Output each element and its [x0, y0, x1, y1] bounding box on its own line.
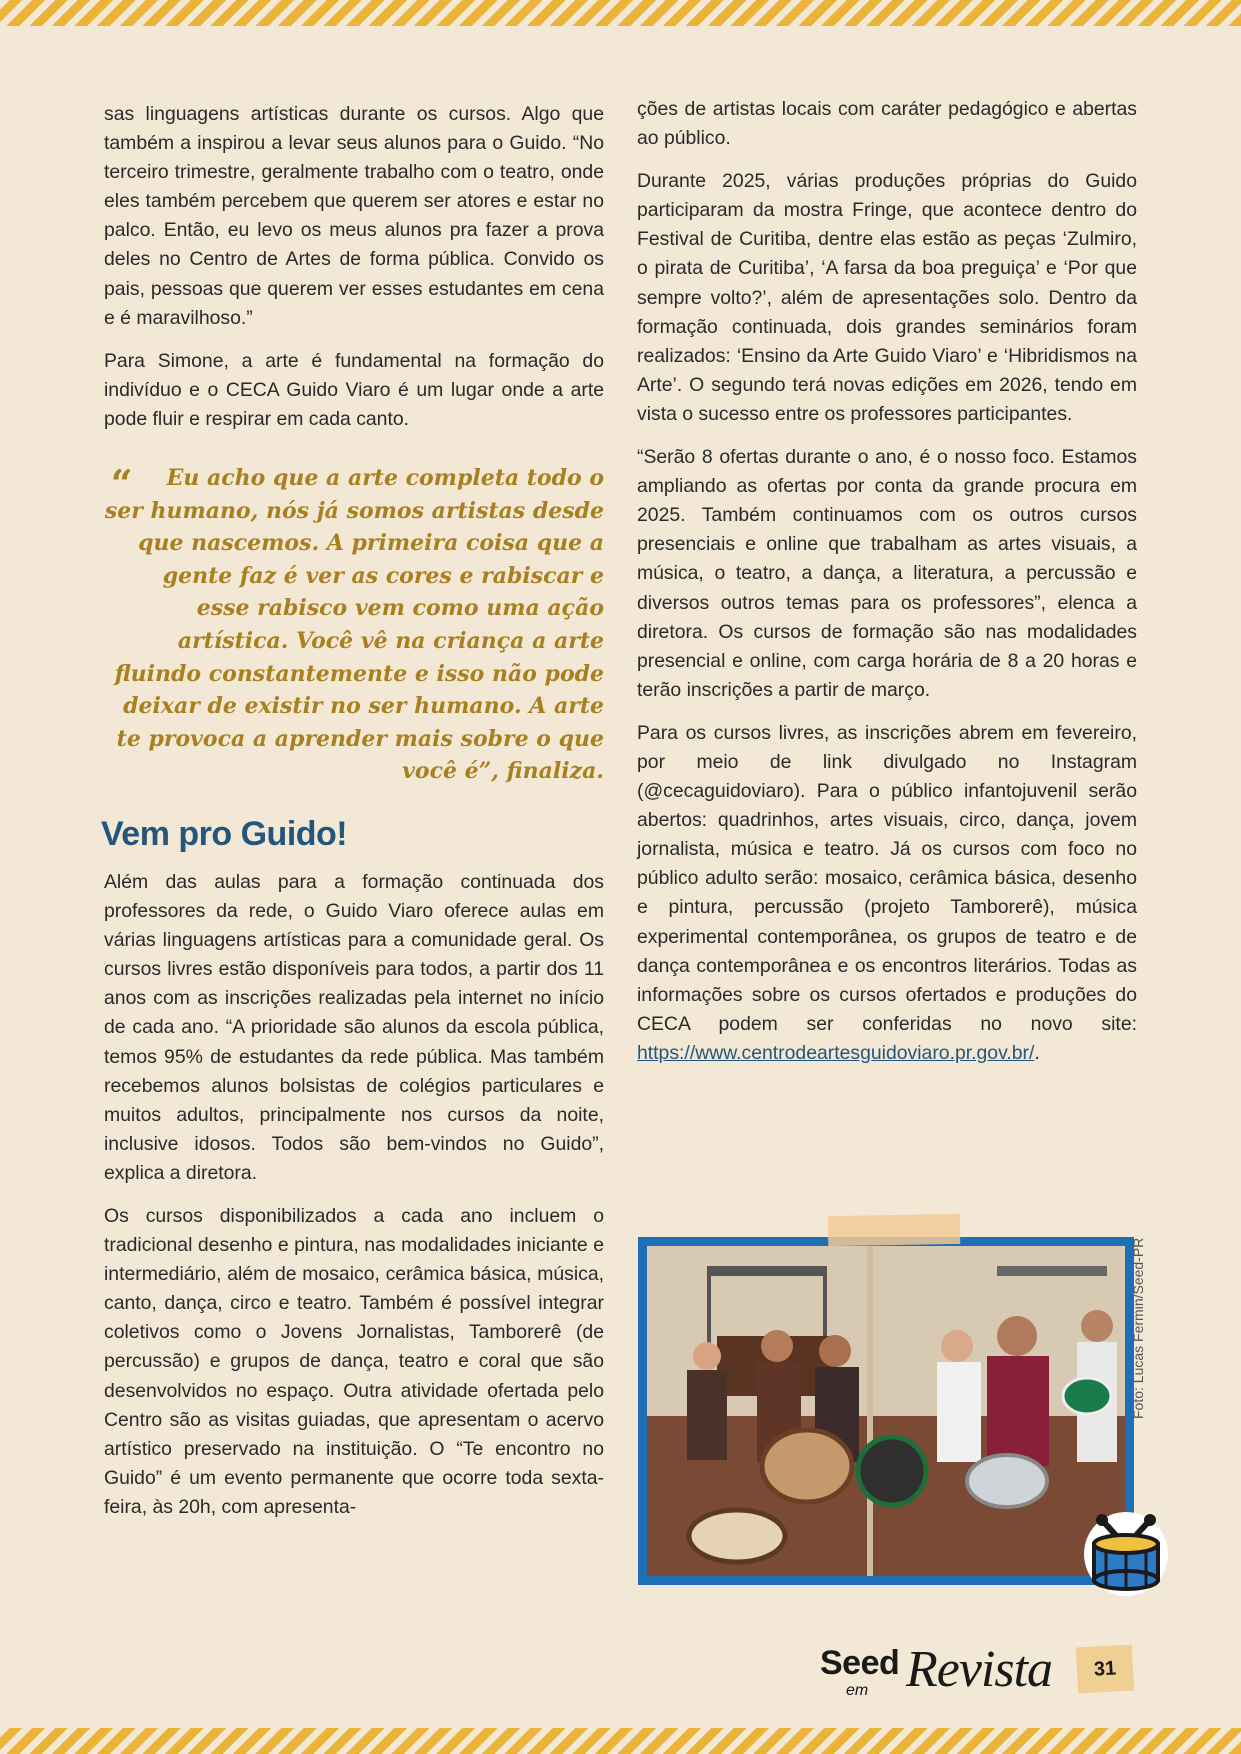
- photo-frame: [638, 1237, 1134, 1585]
- paragraph-text: Para os cursos livres, as inscrições abrem em fevereiro, por meio de link divulgado no Instagram (@cecaguidoviaro). Para o público infantojuvenil serão abertos: quadrinhos, artes visuais, circo, dança, jovem jornalista, música e teatro. Já os cursos com foco no público adulto serão: mosaico, cerâmica básica, desenho e pintura, percussão (projeto Tamborerê), música experimental contemporânea, os grupos de teatro e de dança contemporânea e os encontros literários. Todas as informações sobre os cursos ofertados e produções do CECA podem ser conferidas no novo site:: [637, 721, 1137, 1035]
- paragraph: Os cursos disponibilizados a cada ano incluem o tradicional desenho e pintura, nas modalidades iniciante e intermediário, além de mosaico, cerâmica básica, música, canto, dança, circo e teatro. Também é possível integrar coletivos como o Jovens Jornalistas, Tamborerê (de percussão) e grupos de dança, teatro e coral que são desenvolvidos no espaço. Outra atividade ofertada pelo Centro são as visitas guiadas, que apresentam o acervo artístico preservado na instituição. O “Te encontro no Guido” é um evento permanente que ocorre toda sexta-feira, às 20h, com apresenta-: [104, 1205, 604, 1518]
- link-suffix: .: [1034, 1041, 1040, 1064]
- pull-quote-text: Eu acho que a arte completa todo o ser humano, nós já somos artistas desde que nascemos. A primeira coisa que a gente faz é ver as cores e rabiscar e esse rabisco vem como uma ação artística. Você vê na criança a arte fluindo constantemente e isso não pode deixar de existir no ser humano. A arte te provoca a aprender mais sobre o que você é”, finaliza.: [104, 465, 604, 785]
- left-column: [101, 100, 604, 1536]
- paragraph: [637, 719, 1137, 1068]
- section-title: Vem pro Guido!: [101, 814, 348, 853]
- drum-icon: [1082, 1510, 1170, 1598]
- top-stripe-border: [0, 0, 1241, 26]
- magazine-logo: [820, 1640, 1053, 1700]
- quote-mark-icon: “: [110, 461, 133, 507]
- paragraph: “Serão 8 ofertas durante o ano, é o nosso foco. Estamos ampliando as ofertas por conta da grande procura em 2025. Também continuamos com os outros cursos presenciais e online que trabalham as artes visuais, a música, o teatro, a dança, a literatura, a percussão e diversos outros temas para os professores”, elenca a diretora. Os cursos de formação são nas modalidades presencial e online, com carga horária de 8 a 20 horas e terão inscrições a partir de março.: [637, 446, 1137, 701]
- logo-seed: Seed: [820, 1644, 900, 1682]
- photo-illustration: [647, 1246, 1125, 1576]
- photo-tape: [828, 1214, 961, 1246]
- paragraph: Durante 2025, várias produções próprias do Guido participaram da mostra Fringe, que acontece dentro do Festival de Curitiba, dentre elas estão as peças ‘Zulmiro, o pirata de Curitiba’, ‘A farsa da boa preguiça’ e ‘Por que sempre volto?’, além de apresentações solo. Dentro da formação continuada, dois grandes seminários foram realizados: ‘Ensino da Arte Guido Viaro’ e ‘Hibridismos na Arte’. O segundo terá novas edições em 2026, tendo em vista o sucesso entre os professores participantes.: [637, 170, 1137, 425]
- photo-drum-class: [647, 1246, 1125, 1576]
- pull-quote: [104, 448, 604, 788]
- paragraph: ções de artistas locais com caráter pedagógico e abertas ao público.: [637, 98, 1137, 150]
- page-number: 31: [1076, 1645, 1134, 1694]
- paragraph: Para Simone, a arte é fundamental na formação do indivíduo e o CECA Guido Viaro é um lugar onde a arte pode fluir e respirar em cada canto.: [104, 349, 604, 430]
- right-column: [637, 95, 1137, 1082]
- bottom-stripe-border: [0, 1728, 1241, 1754]
- logo-em: em: [846, 1682, 869, 1699]
- site-link[interactable]: https://www.centrodeartesguidoviaro.pr.gov.br/: [637, 1041, 1035, 1064]
- paragraph: Além das aulas para a formação continuada dos professores da rede, o Guido Viaro oferece aulas em várias linguagens artísticas para a comunidade geral. Os cursos livres estão disponíveis para todos, a partir dos 11 anos com as inscrições realizadas pela internet no início de cada ano. “A prioridade são alunos da escola pública, temos 95% de estudantes da rede pública. Mas também recebemos alunos bolsistas de colégios particulares e muitos adultos, principalmente nos cursos da noite, inclusive idosos. Todos são bem-vindos no Guido”, explica a diretora.: [104, 870, 604, 1184]
- photo-credit: Foto: Lucas Fermin/Seed-PR: [1130, 1238, 1146, 1420]
- logo-revista: Revista: [906, 1641, 1053, 1698]
- photo-container: [638, 1237, 1134, 1585]
- paragraph: sas linguagens artísticas durante os cursos. Algo que também a inspirou a levar seus alunos para o Guido. “No terceiro trimestre, geralmente trabalho com o teatro, onde eles também percebem que querem ser atores e estar no palco. Então, eu levo os meus alunos pra fazer a prova deles no Centro de Artes de forma pública. Convido os pais, pessoas que querem ver esses estudantes em cena e é maravilhoso.”: [104, 103, 604, 329]
